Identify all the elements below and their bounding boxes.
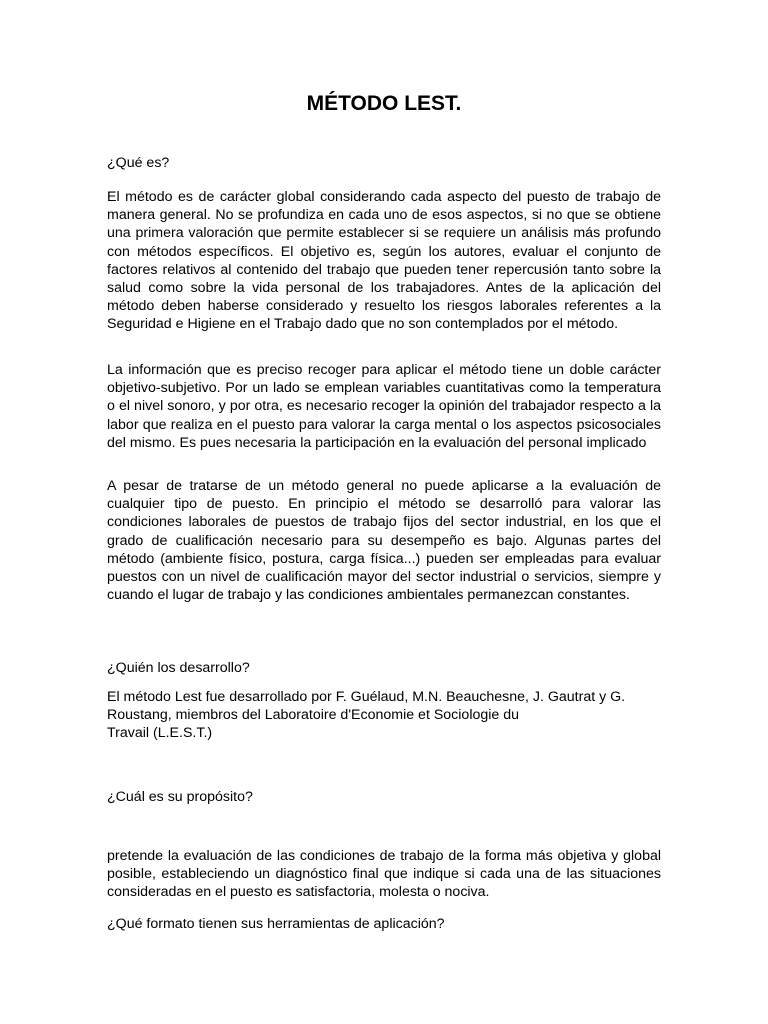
question-que-es: ¿Qué es?: [107, 155, 170, 171]
document-title: MÉTODO LEST.: [306, 92, 462, 115]
paragraph-definicion: El método es de carácter global considerando cada aspecto del puesto de trabajo de manera general. No se profundiza en cada uno de esos aspectos, si no que se obtiene una primera valoración que permite establecer si se requiere un análisis más profundo con métodos específicos. El objetivo es, según los autores, evaluar el conjunto de factores relativos al contenido del trabajo que pueden tener repercusión tanto sobre la salud como sobre la vida personal de los trabajadores. Antes de la aplicación del método deben haberse considerado y resuelto los riesgos laborales referentes a la Seguridad e Higiene en el Trabajo dado que no son contemplados por el método.: [107, 189, 661, 333]
paragraph-aplicacion: A pesar de tratarse de un método general no puede aplicarse a la evaluación de cualquier tipo de puesto. En principio el método se desarrolló para valorar las condiciones laborales de puestos de trabajo fijos del sector industrial, en los que el grado de cualificación necesario para su desempeño es bajo. Algunas partes del método (ambiente físico, postura, carga física...) pueden ser empleadas para evaluar puestos con un nivel de cualificación mayor del sector industrial o servicios, siempre y cuando el lugar de trabajo y las condiciones ambientales permanezcan constantes.: [107, 478, 661, 604]
autores-line-1: El método Lest fue desarrollado por F. Guélaud, M.N. Beauchesne, J. Gautrat y G.: [107, 689, 626, 705]
paragraph-proposito: pretende la evaluación de las condiciones de trabajo de la forma más objetiva y global posible, estableciendo un diagnóstico final que indique si cada una de las situaciones consideradas en el puesto es satisfactoria, molesta o nociva.: [107, 848, 661, 901]
autores-line-3: Travail (L.E.S.T.): [107, 725, 213, 742]
paragraph-informacion: La información que es preciso recoger para aplicar el método tiene un doble carácter objetivo-subjetivo. Por un lado se emplean variables cuantitativas como la temperatura o el nivel sonoro, y por otra, es necesario recoger la opinión del trabajador respecto a la labor que realiza en el puesto para valorar la carga mental o los aspectos psicosociales del mismo. Es pues necesaria la participación en la evaluación del personal implicado: [107, 362, 661, 451]
question-proposito: ¿Cuál es su propósito?: [107, 789, 253, 805]
question-quien: ¿Quién los desarrollo?: [107, 660, 250, 676]
paragraph-autores: [107, 688, 661, 743]
autores-line-2: Roustang, miembros del Laboratoire d'Economie et Sociologie du: [107, 707, 520, 724]
question-formato: ¿Qué formato tienen sus herramientas de aplicación?: [107, 916, 445, 932]
